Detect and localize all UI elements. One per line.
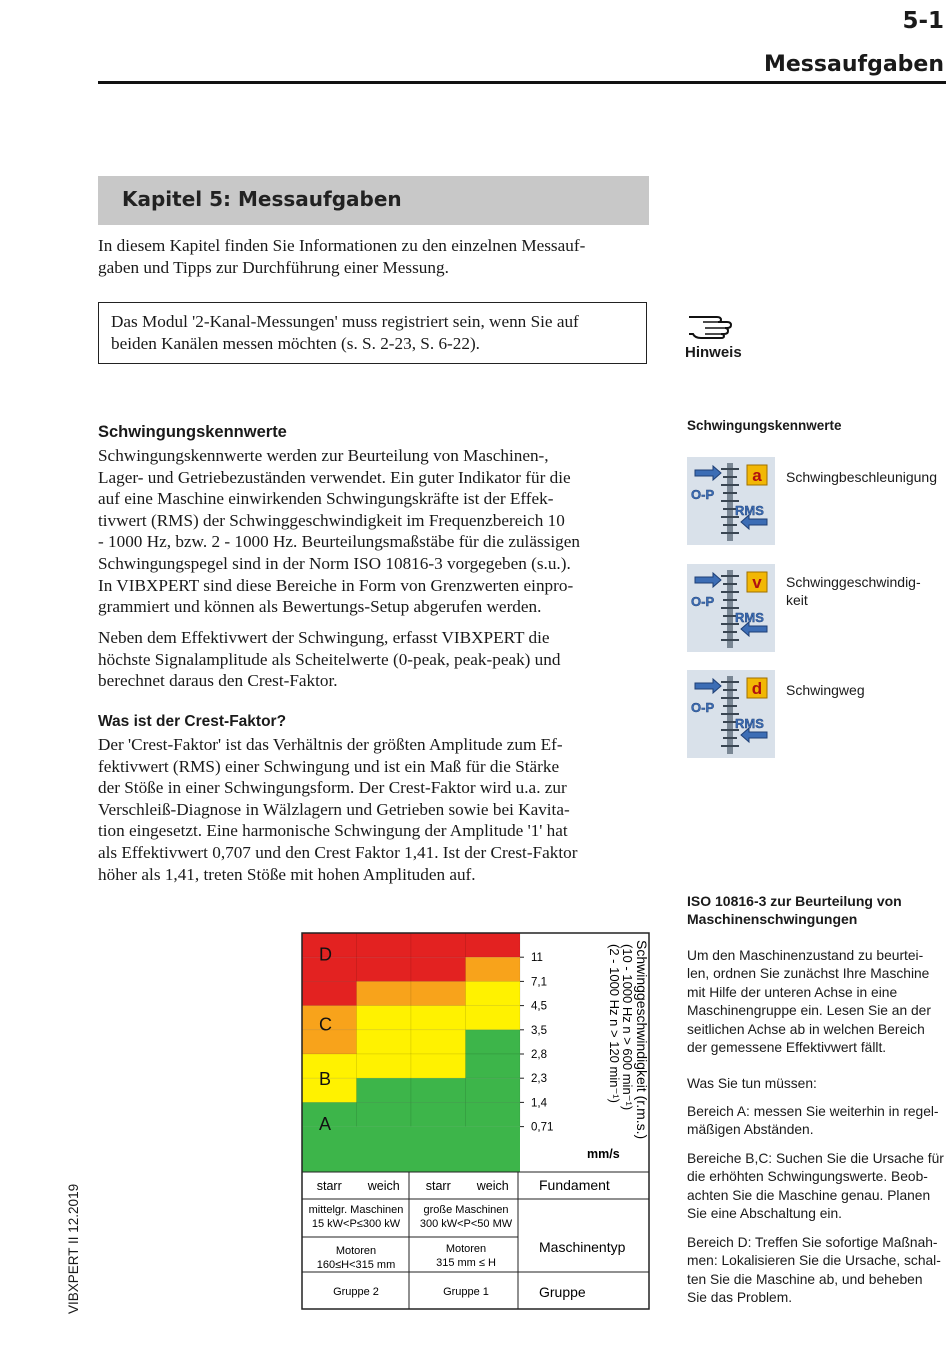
rms-label: RMS	[735, 503, 764, 518]
text-line: ten Sie die Maschine ab, und beheben	[687, 1271, 923, 1287]
label-line: Schwingbeschleunigung	[786, 469, 937, 485]
velocity-meter-icon	[687, 564, 775, 652]
text-line: Schwingungskennwerte werden zur Beurteilung von Maschinen-,	[98, 446, 549, 465]
zone-cell-a	[357, 1078, 412, 1102]
machine-type-line: große Maschinen	[423, 1204, 509, 1216]
zone-cell-c	[411, 981, 466, 1005]
fundament-label: Fundament	[539, 1177, 610, 1193]
zone-cell-d	[411, 933, 466, 957]
zone-label-c: C	[319, 1014, 332, 1035]
motor-type-line: 160≤H<315 mm	[316, 1259, 396, 1271]
text-line: In VIBXPERT sind diese Bereiche in Form von Grenzwerten einpro-	[98, 575, 574, 595]
side-label-beschleunigung	[786, 468, 946, 486]
iso-heading	[687, 892, 945, 928]
y-tick-label: 1,4	[531, 1097, 547, 1110]
meter-graphic	[687, 670, 775, 758]
displacement-meter-icon	[687, 670, 775, 758]
foundation-label-weich: weich	[367, 1179, 400, 1193]
text-line: achten Sie die Maschine genau. Planen	[687, 1187, 931, 1203]
zone-cell-d	[357, 957, 412, 981]
text-line: der gemessene Effektivwert fällt.	[687, 1040, 887, 1056]
text-line: men: Lokalisieren Sie die Ursache, schal-	[687, 1253, 941, 1269]
bereich-a-text	[687, 1103, 945, 1140]
machine-type-line: mittelgr. Maschinen	[308, 1204, 404, 1216]
gruppe-label: Gruppe	[539, 1284, 586, 1300]
acceleration-meter-icon	[687, 457, 775, 545]
zone-cell-a	[357, 1102, 412, 1126]
y-axis-title-line: (2 - 1000 Hz n > 120 min⁻¹)	[607, 944, 622, 1103]
rms-label: RMS	[735, 716, 764, 731]
zone-cell-b	[411, 1030, 466, 1054]
y-tick-label: 2,3	[531, 1073, 547, 1086]
y-tick-label: 4,5	[531, 1000, 547, 1013]
text-line: tion eingesetzt. Eine harmonische Schwingung der Amplitude '1' hat	[98, 821, 568, 841]
intro-line: gaben und Tipps zur Durchführung einer Messung.	[98, 257, 449, 277]
foundation-label-starr: starr	[316, 1179, 342, 1193]
y-tick-label: 0,71	[531, 1121, 554, 1134]
maschinentyp-label: Maschinentyp	[539, 1239, 626, 1255]
zone-cell-a	[466, 1078, 521, 1102]
hint-label: Hinweis	[685, 344, 742, 361]
y-tick-label: 11	[531, 952, 543, 965]
foundation-label-weich: weich	[476, 1179, 509, 1193]
badge-letter: a	[752, 466, 762, 485]
text-line: höher als 1,41, treten Stöße mit hohen Amplituden auf.	[98, 864, 476, 884]
sidebar-heading: Schwingungskennwerte	[687, 418, 842, 433]
paragraph-crest-faktor	[98, 734, 649, 885]
note-line: beiden Kanälen messen möchten (s. S. 2-23, S. 6-22).	[111, 333, 480, 353]
zone-cell-c	[357, 981, 412, 1005]
y-tick-label: 7,1	[531, 976, 547, 989]
text-line: Sie das Problem.	[687, 1290, 793, 1306]
side-label-weg	[786, 681, 946, 699]
zone-cell-d	[466, 933, 521, 957]
crest-factor-heading: Was ist der Crest-Faktor?	[98, 713, 287, 730]
label-line: Schwinggeschwindig-	[786, 574, 921, 590]
text-line: Bereiche B,C: Suchen Sie die Ursache für	[687, 1151, 944, 1166]
y-axis-title-line: Schwinggeschwindigkeit (r.m.s.)	[634, 940, 650, 1140]
meter-graphic	[687, 457, 775, 545]
text-line: auf eine Maschine einwirkenden Schwingungskräfte ist der Effek-	[98, 489, 554, 509]
o-p-label: O-P	[691, 700, 715, 715]
note-text	[111, 311, 639, 354]
zone-cell-b	[466, 1006, 521, 1030]
side-label-geschwindigkeit	[786, 573, 946, 609]
header-divider	[98, 81, 946, 84]
pointing-hand-icon	[687, 309, 737, 346]
text-line: mit Hilfe der unteren Achse in eine	[687, 984, 898, 1000]
zone-cell-b	[411, 1054, 466, 1078]
note-line: Das Modul '2-Kanal-Messungen' muss registriert sein, wenn Sie auf	[111, 312, 579, 331]
machine-type-line: 15 kW<P≤300 kW	[311, 1218, 401, 1230]
motor-type-line: Motoren	[445, 1243, 487, 1255]
text-line: höchste Signalamplitude als Scheitelwerte (0-peak, peak-peak) und	[98, 649, 561, 669]
text-line: len, ordnen Sie zunächst Ihre Maschine	[687, 966, 930, 982]
zone-label-d: D	[319, 944, 332, 965]
note-box	[98, 302, 647, 364]
zone-label-a: A	[319, 1113, 332, 1134]
y-axis-title	[607, 940, 650, 1139]
text-line: Um den Maschinenzustand zu beurtei-	[687, 948, 924, 963]
label-line: Schwingweg	[786, 682, 865, 698]
y-tick-label: 2,8	[531, 1049, 547, 1061]
paragraph-schwingungskennwerte	[98, 445, 649, 618]
text-line: Sie eine Abschaltung ein.	[687, 1206, 842, 1222]
label-line: keit	[786, 592, 808, 608]
text-line: Der 'Crest-Faktor' ist das Verhältnis der größten Amplitude zum Ef-	[98, 735, 563, 754]
y-tick-label: 3,5	[531, 1024, 547, 1037]
todo-label: Was Sie tun müssen:	[687, 1076, 817, 1091]
zone-cell-a	[302, 1127, 520, 1172]
zone-cell-b	[357, 1030, 412, 1054]
badge-letter: v	[752, 573, 762, 592]
zone-cell-b	[357, 1006, 412, 1030]
badge-letter: d	[751, 679, 763, 698]
zone-cell-d	[357, 933, 412, 957]
text-line: grammiert und können als Bewertungs-Setup abgerufen werden.	[98, 597, 542, 617]
zone-cell-a	[411, 1102, 466, 1126]
zone-cell-a	[466, 1054, 521, 1078]
zone-cell-c	[466, 957, 521, 981]
zone-grid	[302, 933, 520, 1172]
y-unit-label: mm/s	[587, 1147, 620, 1161]
heading-line: Maschinenschwingungen	[687, 911, 858, 927]
group-label: Gruppe 1	[443, 1286, 489, 1298]
machine-type-line: 300 kW<P<50 MW	[419, 1218, 513, 1230]
o-p-label: O-P	[691, 594, 715, 609]
chapter-title-banner	[98, 176, 649, 225]
text-line: tivwert (RMS) der Schwinggeschwindigkeit im Frequenzbereich 10	[98, 510, 565, 530]
zone-cell-d	[411, 957, 466, 981]
text-line: berechnet daraus den Crest-Faktor.	[98, 671, 338, 691]
text-line: die erhöhten Schwingungswerte. Beob-	[687, 1169, 928, 1185]
iso-intro	[687, 947, 945, 1057]
zone-cell-b	[466, 981, 521, 1005]
motor-type-line: 315 mm ≤ H	[436, 1257, 496, 1269]
iso-10816-chart	[301, 932, 650, 1310]
text-line: Verschleiß-Diagnose in Wälzlagern und Getrieben sowie bei Kavita-	[98, 799, 570, 819]
document-version-footer: VIBXPERT II 12.2019	[66, 1183, 81, 1314]
text-line: Bereich A: messen Sie weiterhin in regel-	[687, 1104, 939, 1119]
foundation-column-labels	[317, 1179, 509, 1193]
text-line: seitlichen Achse ab in welchen Bereich	[687, 1021, 925, 1037]
chapter-intro	[98, 235, 649, 278]
motor-type-line: Motoren	[335, 1245, 377, 1257]
chapter-title: Kapitel 5: Messaufgaben	[122, 187, 402, 211]
text-line: mäßigen Abständen.	[687, 1122, 814, 1138]
text-line: Bereich D: Treffen Sie sofortige Maßnah-	[687, 1235, 938, 1250]
text-line: Maschinengruppe ein. Lesen Sie an der	[687, 1003, 931, 1019]
y-axis-title-line: (10 - 1000 Hz n > 600 min⁻¹)	[620, 944, 635, 1111]
text-line: Schwingungspegel sind in der Norm ISO 10816-3 vorgegeben (s.u.).	[98, 553, 571, 573]
rms-label: RMS	[735, 610, 764, 625]
text-line: Neben dem Effektivwert der Schwingung, erfasst VIBXPERT die	[98, 628, 550, 647]
text-line: der Stöße in einer Schwingungsform. Der Crest-Faktor wird u.a. zur	[98, 778, 567, 798]
zone-cell-a	[466, 1030, 521, 1054]
zone-cell-a	[411, 1078, 466, 1102]
y-axis-ticks	[520, 952, 553, 1133]
meter-graphic	[687, 564, 775, 652]
text-line: fektivwert (RMS) einer Schwingung und ist ein Maß für die Stärke	[98, 756, 560, 776]
paragraph-scheitelwerte	[98, 627, 649, 692]
zone-cell-b	[357, 1054, 412, 1078]
o-p-label: O-P	[691, 487, 715, 502]
group-label: Gruppe 2	[333, 1286, 379, 1298]
intro-line: In diesem Kapitel finden Sie Informationen zu den einzelnen Messauf-	[98, 236, 586, 255]
heading-line: ISO 10816-3 zur Beurteilung von	[687, 893, 902, 909]
zone-cell-a	[466, 1102, 521, 1126]
bereich-bc-text	[687, 1150, 945, 1224]
text-line: als Effektivwert 0,707 und den Crest Faktor 1,41. Ist der Crest-Faktor	[98, 842, 578, 862]
foundation-label-starr: starr	[425, 1179, 451, 1193]
page-header-title: Messaufgaben	[763, 52, 944, 77]
zone-cell-b	[411, 1006, 466, 1030]
zone-label-b: B	[319, 1069, 332, 1090]
section-heading: Schwingungskennwerte	[98, 423, 287, 441]
page-number: 5-1	[902, 8, 944, 34]
bereich-d-text	[687, 1234, 945, 1308]
text-line: - 1000 Hz, bzw. 2 - 1000 Hz. Beurteilungsmaßstäbe für die zulässigen	[98, 532, 580, 552]
zone-cell-d	[302, 981, 357, 1005]
text-line: Lager- und Getriebezuständen verwendet. Ein guter Indikator für die	[98, 467, 571, 487]
